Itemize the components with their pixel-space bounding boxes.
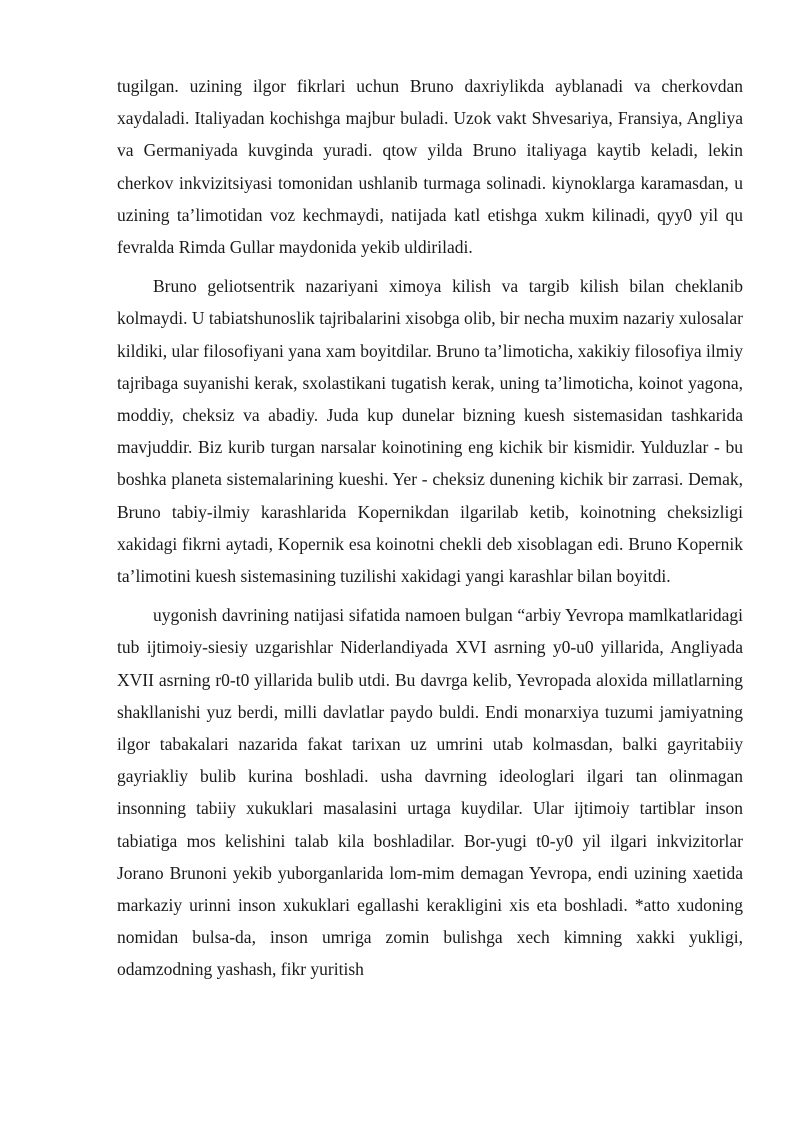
paragraph-bruno-heliocentrism: Bruno geliotsentrik nazariyani ximoya kilish va targib kilish bilan cheklanib kolmaydi. U tabiatshunoslik tajribalarini xisobga olib, bir necha muxim nazariy xulosalar kildiki, ular filosofiyani yana xam boyitdilar. Bruno ta’limoticha, xakikiy filosofiya ilmiy tajribaga suyanishi kerak, sxolastikani tugatish kerak, uning ta’limoticha, koinot yagona, moddiy, cheksiz va abadiy. Juda kup dunelar bizning kuesh sistemasidan tashkarida mavjuddir. Biz kurib turgan narsalar koinotining eng kichik bir kismidir. Yulduzlar - bu boshka planeta sistemalarining kueshi. Yer - cheksiz dunening kichik bir zarrasi. Demak, Bruno tabiy-ilmiy karashlarida Kopernikdan ilgarilab ketib, koinotning cheksizligi xakidagi fikrni aytadi, Kopernik esa koinotni chekli deb xisoblagan edi. Bruno Kopernik ta’limotini kuesh sistemasining tuzilishi xakidagi yangi karashlar bilan boyitdi. bbox=[117, 276, 743, 587]
document-page bbox=[117, 70, 743, 993]
paragraph-renaissance-results: uygonish davrining natijasi sifatida namoen bulgan “arbiy Yevropa mamlkatlaridagi tub ijtimoiy-siesiy uzgarishlar Niderlandiyada XVI asrning y0-u0 yillarida, Angliyada XVII asrning r0-t0 yillarida bulib utdi. Bu davrga kelib, Yevropada aloxida millatlarning shakllanishi yuz berdi, milli davlatlar paydo buldi. Endi monarxiya tuzumi jamiyatning ilgor tabakalari nazarida fakat tarixan uz umrini utab kolmasdan, balki gayritabiiy gayriakliy bulib kurina boshladi. usha davrning ideologlari ilgari tan olinmagan insonning tabiiy xukuklari masalasini urtaga kuydilar. Ular ijtimoiy tartiblar inson tabiatiga mos kelishini talab kila boshladilar. Bor-yugi t0-y0 yil ilgari inkvizitorlar Jorano Brunoni yekib yuborganlarida lom-mim demagan Yevropa, endi uzining xaetida markaziy urinni inson xukuklari egallashi kerakligini xis eta boshladi. *atto xudoning nomidan bulsa-da, inson umriga zomin bulishga xech kimning xakki yukligi, odamzodning yashash, fikr yuritish bbox=[117, 605, 743, 980]
paragraph-continuation: tugilgan. uzining ilgor fikrlari uchun Bruno daxriylikda ayblanadi va cherkovdan xaydaladi. Italiyadan kochishga majbur buladi. Uzok vakt Shvesariya, Fransiya, Angliya va Germaniyada kuvginda yuradi. qtow yilda Bruno italiyaga kaytib keladi, lekin cherkov inkvizitsiyasi tomonidan ushlanib turmaga solinadi. kiynoklarga karamasdan, u uzining ta’limotidan voz kechmaydi, natijada katl etishga xukm kilinadi, qyy0 yil qu fevralda Rimda Gullar maydonida yekib uldiriladi. bbox=[117, 76, 743, 258]
